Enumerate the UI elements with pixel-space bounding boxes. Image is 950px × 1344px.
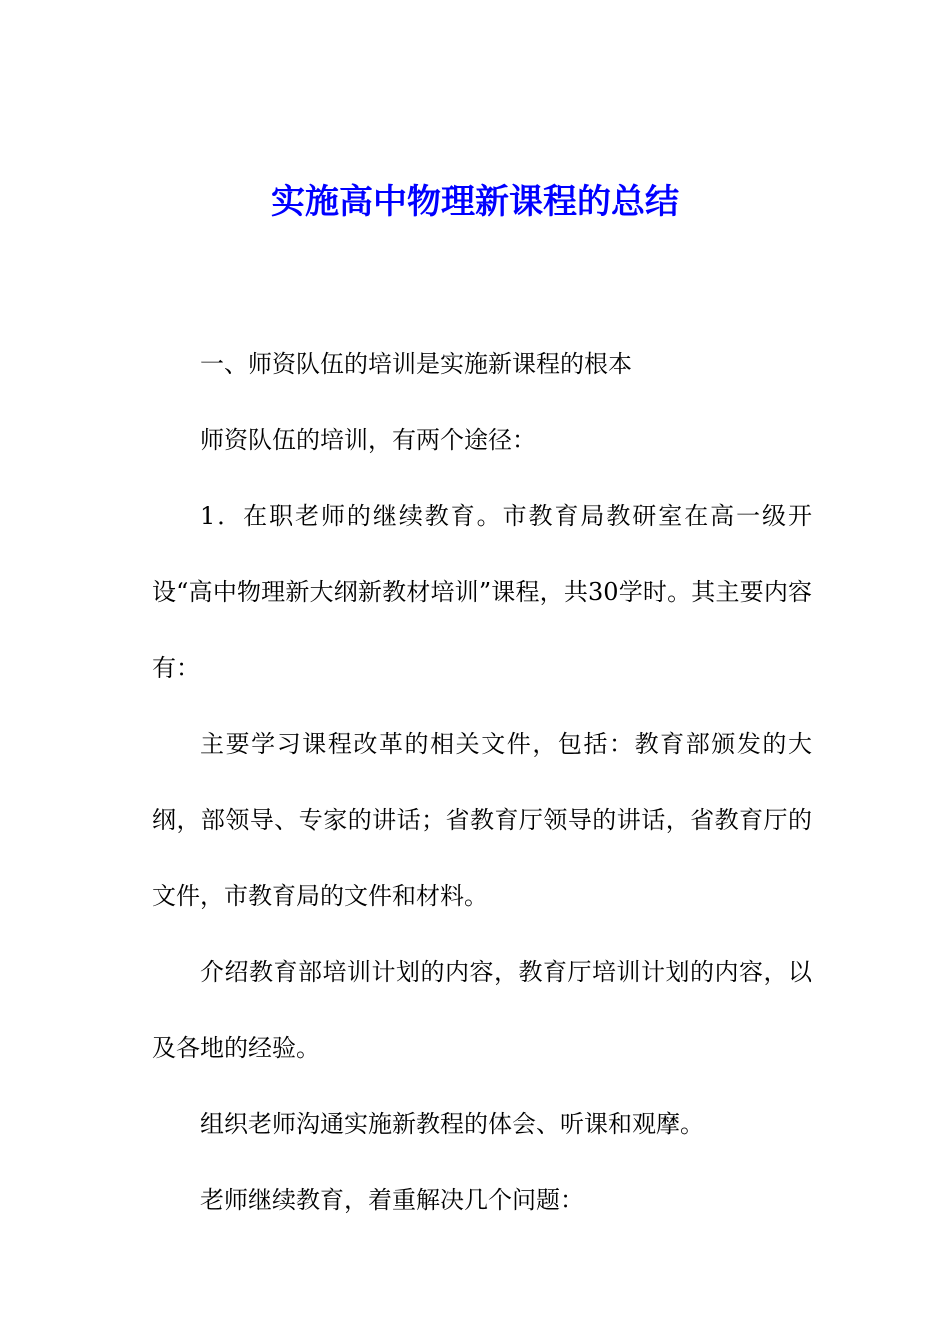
- paragraph: 主要学习课程改革的相关文件，包括：教育部颁发的大纲，部领导、专家的讲话；省教育厅领导的讲话，省教育厅的文件，市教育局的文件和材料。: [152, 730, 812, 910]
- paragraph: 介绍教育部培训计划的内容，教育厅培训计划的内容，以及各地的经验。: [152, 958, 812, 1062]
- paragraph: 组织老师沟通实施新教程的体会、听课和观摩。: [200, 1110, 704, 1138]
- paragraph: 老师继续教育，着重解决几个问题：: [200, 1186, 584, 1214]
- document-body: [152, 326, 812, 1238]
- paragraph-section-heading: 一、师资队伍的培训是实施新课程的根本: [200, 350, 632, 378]
- document-title: 实施高中物理新课程的总结: [271, 182, 679, 222]
- paragraph: 师资队伍的培训，有两个途径：: [200, 426, 536, 454]
- paragraph: 1．在职老师的继续教育。市教育局教研室在高一级开设“高中物理新大纲新教材培训”课程，共30学时。其主要内容有：: [152, 502, 812, 682]
